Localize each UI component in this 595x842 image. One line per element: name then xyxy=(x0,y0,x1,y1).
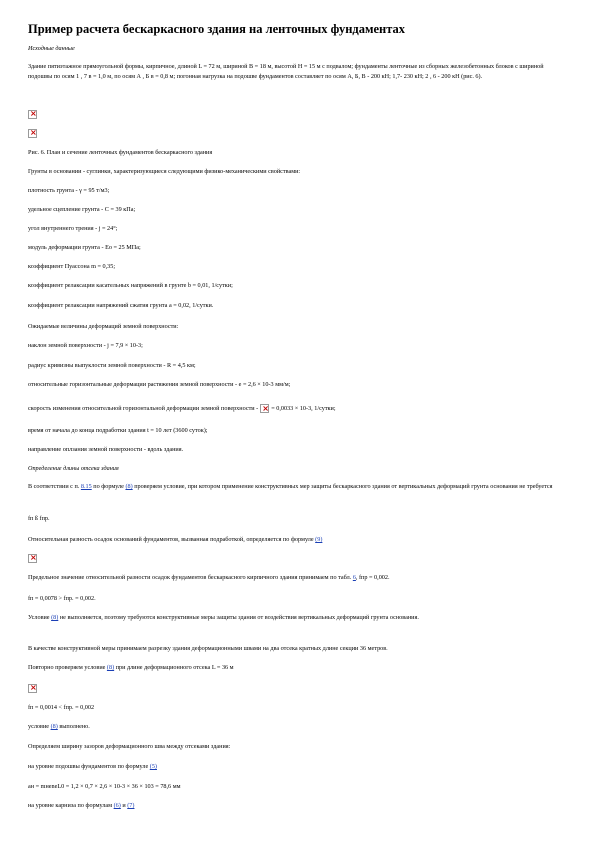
building-description xyxy=(28,62,568,81)
limit-value-line xyxy=(28,573,568,583)
recheck-text-1: Повторно проверяем условие xyxy=(28,664,106,671)
time-line: время от начала до конца подработки здания t = 10 лет (3600 суток); xyxy=(28,427,208,434)
measure-line: В качестве конструктивной меры принимаем разрезку здания деформационными швами на два отсека кратных длине секции 36 метров. xyxy=(28,645,388,652)
strain-rate-line xyxy=(28,403,568,415)
formula-link-8[interactable]: (8) xyxy=(50,723,58,730)
cornice-level-line xyxy=(28,801,568,811)
formula-link-8[interactable]: (8) xyxy=(51,614,59,621)
soil-poisson: коэффициент Пуассона m = 0,35; xyxy=(28,263,116,270)
formula-link-9[interactable]: (9) xyxy=(315,536,323,543)
broken-image-icon xyxy=(28,129,37,138)
check-paragraph xyxy=(28,482,568,492)
strain-rate-label: скорость изменения относительной горизонтальной деформации земной поверхности - xyxy=(28,405,259,412)
formula-link-5[interactable]: (5) xyxy=(149,763,157,770)
soil-intro: Грунты в основании - суглинки, характеризующиеся следующими физико-механическими свойствами: xyxy=(28,168,301,175)
formula-gap-foundation: ан = mнеnеL0 = 1,2 × 0,7 × 2,6 × 10-3 × 36 × 103 = 78,6 мм xyxy=(28,783,181,790)
figure-caption: Рис. 6. План и сечение ленточных фундаментов бескаркасного здания xyxy=(28,149,213,156)
satisfied-text-2: выполнено. xyxy=(59,723,90,730)
condition-satisfied-line xyxy=(28,722,568,732)
building-description-text: Здание пятиэтажное прямоугольной формы, кирпичное, длиной L = 72 м, шириной B = 18 м, высотой H = 15 м с подвалом; фундаменты ленточные из сборных железобетонных блоков с шириной подошвы по осям 1 , 7 в = 1,0 м, по осям А , Б в = 0,8 м; погонная нагрузка на подошве фундаментов составляет по осям А, Б, В - 200 кН; 1,7- 230 кН; 2 , 6 - 200 кН (рис. 6). xyxy=(28,63,544,80)
page-title: Пример расчета бескаркасного здания на ленточных фундаментах xyxy=(28,22,406,36)
recheck-text-2: при длине деформационного отсека L = 36 м xyxy=(115,664,234,671)
recheck-line xyxy=(28,663,568,673)
formula-link-8[interactable]: (8) xyxy=(125,483,133,490)
horizontal-strain: относительные горизонтальные деформации растяжения земной поверхности - e = 2,6 × 10-3 мм/м; xyxy=(28,381,291,388)
soil-friction-angle: угол внутреннего трения - j = 24°; xyxy=(28,225,118,232)
foundation-level-text: на уровне подошвы фундаментов по формуле xyxy=(28,763,149,770)
formula-result-2: fп = 0,0014 < fпр. = 0,002 xyxy=(28,704,95,711)
cornice-level-text: на уровне карниза по формулам xyxy=(28,802,113,809)
formula-result-1: fп = 0,0078 > fпр. = 0,002. xyxy=(28,595,96,602)
condition-failed-paragraph xyxy=(28,613,568,623)
relative-difference-line xyxy=(28,535,568,545)
initial-data-heading: Исходные данные xyxy=(28,45,75,52)
deform-intro: Ожидаемые величины деформаций земной поверхности: xyxy=(28,323,179,330)
soil-cohesion: удельное сцепление грунта - С = 39 кПа; xyxy=(28,206,136,213)
condition-text-1: Условие xyxy=(28,614,50,621)
condition-text-2: не выполняется, поэтому требуются конструктивные меры защиты здания от воздействия вертикальных деформаций грунта основания. xyxy=(59,614,419,621)
formula-link-8[interactable]: (8) xyxy=(106,664,115,671)
table-link-6[interactable]: 6 xyxy=(352,574,356,581)
direction-line: направление оплзания земной поверхности - вдоль здания. xyxy=(28,446,184,453)
gap-intro: Определяем ширину зазоров деформационного шва между отсеками здания: xyxy=(28,743,231,750)
curvature-radius: радиус кривизны выпуклости земной поверхности - R = 4,5 км; xyxy=(28,362,196,369)
soil-shear-relaxation: коэффициент релаксации касательных напряжений в грунте b = 0,01, 1/сутки; xyxy=(28,282,233,289)
check-text-1: В соответствии с п. xyxy=(28,483,80,490)
check-text-2: по формуле xyxy=(93,483,124,490)
broken-image-icon xyxy=(28,684,37,693)
limit-text: Предельное значение относительной разности осадок фундаментов бескаркасного кирпичного здания принимаем по табл. xyxy=(28,574,352,581)
foundation-level-line xyxy=(28,762,568,772)
formula-condition: fп ß fпр. xyxy=(28,515,50,522)
cornice-and: и xyxy=(122,802,126,809)
check-text-3: проверяем условие, при котором применение конструктивных мер защиты бескаркасного здания от вертикальных деформаций грунта основания не требуется xyxy=(134,483,553,490)
relative-difference-text: Относительная разность осадок оснований фундаментов, вызванная подработкой, определяется по формуле xyxy=(28,536,314,543)
broken-image-icon xyxy=(28,110,37,119)
clause-link-8-15[interactable]: 8.15 xyxy=(80,483,92,490)
satisfied-text-1: условие xyxy=(28,723,50,730)
formula-link-6[interactable]: (6) xyxy=(113,802,121,809)
soil-compression-relaxation: коэффициент релаксации напряжений сжатия грунта а = 0,02, 1/сутки. xyxy=(28,302,214,309)
formula-link-7[interactable]: (7) xyxy=(127,802,135,809)
limit-value: , fпр = 0,002. xyxy=(355,574,390,581)
soil-deformation-modulus: модуль деформации грунта - Ео = 25 МПа; xyxy=(28,244,141,251)
broken-image-icon xyxy=(28,554,37,563)
soil-density: плотность грунта - γ = 95 т/м3; xyxy=(28,187,110,194)
broken-image-icon xyxy=(260,404,269,413)
section-heading: Определение длины отсека здания xyxy=(28,465,119,472)
surface-tilt: наклон земной поверхности - j = 7,9 × 10-3; xyxy=(28,342,143,349)
strain-rate-value: = 0,0033 × 10-3, 1/сутки; xyxy=(271,405,336,412)
